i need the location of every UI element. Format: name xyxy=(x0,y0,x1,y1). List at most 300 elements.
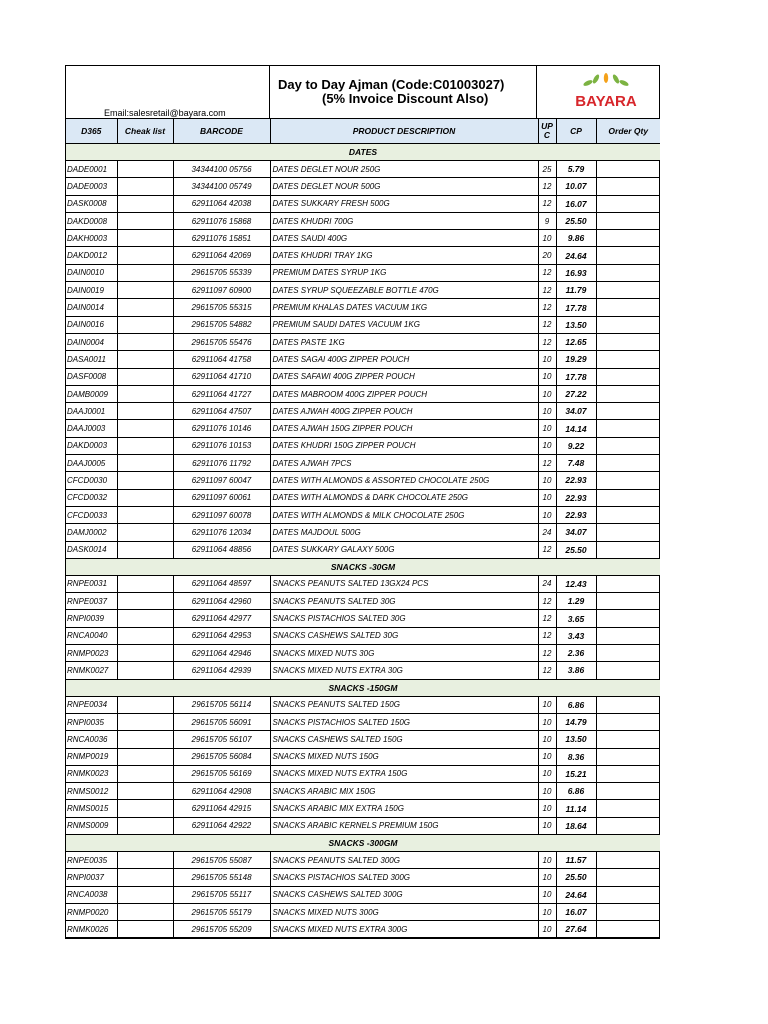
upc-count: 10 xyxy=(538,351,556,368)
checklist-cell[interactable] xyxy=(117,524,173,541)
barcode: 29615705 56107 xyxy=(173,731,270,748)
checklist-cell[interactable] xyxy=(117,696,173,713)
table-row xyxy=(66,420,660,437)
upc-count: 12 xyxy=(538,316,556,333)
upc-count: 10 xyxy=(538,903,556,920)
barcode: 29615705 54882 xyxy=(173,316,270,333)
d365-code: RNPI0037 xyxy=(66,869,117,886)
order-qty-cell[interactable] xyxy=(596,645,660,662)
cost-price: 16.07 xyxy=(556,195,596,212)
barcode: 29615705 56091 xyxy=(173,713,270,730)
cost-price: 27.22 xyxy=(556,385,596,402)
order-qty-cell[interactable] xyxy=(596,610,660,627)
upc-count: 12 xyxy=(538,195,556,212)
barcode: 34344100 05749 xyxy=(173,178,270,195)
d365-code: DADE0001 xyxy=(66,161,117,178)
product-description: DATES AJWAH 7PCS xyxy=(270,455,538,472)
cost-price: 9.86 xyxy=(556,230,596,247)
product-description: SNACKS CASHEWS SALTED 150G xyxy=(270,731,538,748)
product-description: SNACKS MIXED NUTS EXTRA 300G xyxy=(270,921,538,938)
upc-count: 10 xyxy=(538,437,556,454)
checklist-cell[interactable] xyxy=(117,575,173,592)
product-description: SNACKS MIXED NUTS EXTRA 30G xyxy=(270,662,538,679)
d365-code: DAAJ0001 xyxy=(66,403,117,420)
d365-code: CFCD0032 xyxy=(66,489,117,506)
cost-price: 22.93 xyxy=(556,472,596,489)
barcode: 62911064 42960 xyxy=(173,593,270,610)
checklist-cell[interactable] xyxy=(117,593,173,610)
checklist-cell[interactable] xyxy=(117,472,173,489)
upc-count: 10 xyxy=(538,713,556,730)
cost-price: 14.79 xyxy=(556,713,596,730)
upc-count: 12 xyxy=(538,593,556,610)
checklist-cell[interactable] xyxy=(117,800,173,817)
order-qty-cell[interactable] xyxy=(596,800,660,817)
section-title: SNACKS -300GM xyxy=(66,834,660,851)
d365-code: DAAJ0003 xyxy=(66,420,117,437)
table-row xyxy=(66,282,660,299)
sheet-header xyxy=(66,66,659,119)
product-description: PREMIUM DATES SYRUP 1KG xyxy=(270,264,538,281)
order-qty-cell[interactable] xyxy=(596,282,660,299)
order-qty-cell[interactable] xyxy=(596,264,660,281)
checklist-cell[interactable] xyxy=(117,765,173,782)
barcode: 29615705 55339 xyxy=(173,264,270,281)
table-row xyxy=(66,368,660,385)
cost-price: 25.50 xyxy=(556,869,596,886)
product-description: SNACKS PEANUTS SALTED 30G xyxy=(270,593,538,610)
cost-price: 16.93 xyxy=(556,264,596,281)
table-row xyxy=(66,351,660,368)
section-title: DATES xyxy=(66,144,660,161)
table-row xyxy=(66,247,660,264)
product-description: DATES SAGAI 400G ZIPPER POUCH xyxy=(270,351,538,368)
barcode: 62911064 42915 xyxy=(173,800,270,817)
upc-count: 10 xyxy=(538,886,556,903)
order-qty-cell[interactable] xyxy=(596,524,660,541)
cost-price: 10.07 xyxy=(556,178,596,195)
order-qty-cell[interactable] xyxy=(596,765,660,782)
checklist-cell[interactable] xyxy=(117,299,173,316)
product-description: PREMIUM SAUDI DATES VACUUM 1KG xyxy=(270,316,538,333)
order-qty-cell[interactable] xyxy=(596,593,660,610)
order-qty-cell[interactable] xyxy=(596,247,660,264)
checklist-cell[interactable] xyxy=(117,731,173,748)
order-qty-cell[interactable] xyxy=(596,333,660,350)
order-qty-cell[interactable] xyxy=(596,230,660,247)
product-description: SNACKS ARABIC MIX 150G xyxy=(270,783,538,800)
upc-count: 12 xyxy=(538,282,556,299)
barcode: 62911064 42946 xyxy=(173,645,270,662)
order-qty-cell[interactable] xyxy=(596,713,660,730)
product-description: DATES SAUDI 400G xyxy=(270,230,538,247)
upc-count: 12 xyxy=(538,264,556,281)
upc-count: 9 xyxy=(538,212,556,229)
cost-price: 24.64 xyxy=(556,886,596,903)
checklist-cell[interactable] xyxy=(117,282,173,299)
product-description: DATES KHUDRI 150G ZIPPER POUCH xyxy=(270,437,538,454)
product-description: SNACKS PISTACHIOS SALTED 150G xyxy=(270,713,538,730)
table-row xyxy=(66,195,660,212)
d365-code: DASF0008 xyxy=(66,368,117,385)
checklist-cell[interactable] xyxy=(117,264,173,281)
product-description: DATES PASTE 1KG xyxy=(270,333,538,350)
product-description: DATES SYRUP SQUEEZABLE BOTTLE 470G xyxy=(270,282,538,299)
d365-code: DAKD0012 xyxy=(66,247,117,264)
table-row xyxy=(66,645,660,662)
checklist-cell[interactable] xyxy=(117,645,173,662)
table-row xyxy=(66,748,660,765)
product-description: SNACKS CASHEWS SALTED 30G xyxy=(270,627,538,644)
order-qty-cell[interactable] xyxy=(596,178,660,195)
d365-code: RNMP0019 xyxy=(66,748,117,765)
table-row xyxy=(66,731,660,748)
table-row xyxy=(66,662,660,679)
barcode: 29615705 56084 xyxy=(173,748,270,765)
upc-count: 10 xyxy=(538,230,556,247)
order-qty-cell[interactable] xyxy=(596,627,660,644)
table-row xyxy=(66,886,660,903)
barcode: 29615705 55117 xyxy=(173,886,270,903)
upc-count: 10 xyxy=(538,506,556,523)
upc-count: 10 xyxy=(538,385,556,402)
upc-count: 10 xyxy=(538,403,556,420)
order-qty-cell[interactable] xyxy=(596,783,660,800)
upc-count: 12 xyxy=(538,333,556,350)
order-qty-cell[interactable] xyxy=(596,437,660,454)
upc-count: 12 xyxy=(538,541,556,558)
order-qty-cell[interactable] xyxy=(596,472,660,489)
checklist-cell[interactable] xyxy=(117,403,173,420)
d365-code: CFCD0033 xyxy=(66,506,117,523)
section-header-row xyxy=(66,144,660,161)
checklist-cell[interactable] xyxy=(117,212,173,229)
table-row xyxy=(66,851,660,868)
product-description: SNACKS PEANUTS SALTED 150G xyxy=(270,696,538,713)
table-row xyxy=(66,610,660,627)
order-qty-cell[interactable] xyxy=(596,161,660,178)
d365-code: RNMP0020 xyxy=(66,903,117,920)
barcode: 29615705 55476 xyxy=(173,333,270,350)
product-description: SNACKS MIXED NUTS 30G xyxy=(270,645,538,662)
barcode: 62911064 42922 xyxy=(173,817,270,834)
order-qty-cell[interactable] xyxy=(596,817,660,834)
cost-price: 18.64 xyxy=(556,817,596,834)
upc-count: 25 xyxy=(538,161,556,178)
table-row xyxy=(66,178,660,195)
product-table xyxy=(66,119,660,938)
product-description: SNACKS MIXED NUTS 300G xyxy=(270,903,538,920)
cost-price: 34.07 xyxy=(556,403,596,420)
barcode: 62911064 47507 xyxy=(173,403,270,420)
order-qty-cell[interactable] xyxy=(596,662,660,679)
cost-price: 1.29 xyxy=(556,593,596,610)
barcode: 62911076 10146 xyxy=(173,420,270,437)
product-description: DATES SAFAWI 400G ZIPPER POUCH xyxy=(270,368,538,385)
table-row xyxy=(66,212,660,229)
cost-price: 25.50 xyxy=(556,541,596,558)
barcode: 62911064 41758 xyxy=(173,351,270,368)
order-qty-cell[interactable] xyxy=(596,506,660,523)
table-row xyxy=(66,627,660,644)
cost-price: 11.57 xyxy=(556,851,596,868)
product-description: DATES WITH ALMONDS & DARK CHOCOLATE 250G xyxy=(270,489,538,506)
d365-code: DAIN0014 xyxy=(66,299,117,316)
order-qty-cell[interactable] xyxy=(596,921,660,938)
product-description: SNACKS MIXED NUTS 150G xyxy=(270,748,538,765)
order-qty-cell[interactable] xyxy=(596,403,660,420)
order-qty-cell[interactable] xyxy=(596,455,660,472)
upc-count: 10 xyxy=(538,869,556,886)
cost-price: 3.43 xyxy=(556,627,596,644)
barcode: 29615705 56114 xyxy=(173,696,270,713)
barcode: 29615705 55179 xyxy=(173,903,270,920)
barcode: 62911064 48597 xyxy=(173,575,270,592)
upc-count: 12 xyxy=(538,662,556,679)
d365-code: RNCA0038 xyxy=(66,886,117,903)
checklist-cell[interactable] xyxy=(117,627,173,644)
product-description: PREMIUM KHALAS DATES VACUUM 1KG xyxy=(270,299,538,316)
d365-code: DASK0008 xyxy=(66,195,117,212)
upc-count: 10 xyxy=(538,800,556,817)
product-description: SNACKS ARABIC KERNELS PREMIUM 150G xyxy=(270,817,538,834)
d365-code: DAIN0019 xyxy=(66,282,117,299)
table-row xyxy=(66,903,660,920)
product-description: SNACKS CASHEWS SALTED 300G xyxy=(270,886,538,903)
cost-price: 14.14 xyxy=(556,420,596,437)
col-header-checklist: Cheak list xyxy=(117,119,173,144)
barcode: 62911064 48856 xyxy=(173,541,270,558)
barcode: 62911064 42939 xyxy=(173,662,270,679)
d365-code: DASK0014 xyxy=(66,541,117,558)
title-box xyxy=(269,66,537,118)
section-header-row xyxy=(66,558,660,575)
bayara-logo xyxy=(566,73,646,113)
product-description: SNACKS MIXED NUTS EXTRA 150G xyxy=(270,765,538,782)
d365-code: RNMK0027 xyxy=(66,662,117,679)
order-qty-cell[interactable] xyxy=(596,903,660,920)
upc-count: 10 xyxy=(538,420,556,437)
checklist-cell[interactable] xyxy=(117,161,173,178)
checklist-cell[interactable] xyxy=(117,713,173,730)
product-description: DATES KHUDRI TRAY 1KG xyxy=(270,247,538,264)
table-row xyxy=(66,230,660,247)
upc-count: 10 xyxy=(538,368,556,385)
checklist-cell[interactable] xyxy=(117,541,173,558)
order-qty-cell[interactable] xyxy=(596,351,660,368)
table-row xyxy=(66,333,660,350)
logo-text: BAYARA xyxy=(575,93,637,110)
product-description: SNACKS PISTACHIOS SALTED 30G xyxy=(270,610,538,627)
cost-price: 15.21 xyxy=(556,765,596,782)
product-description: DATES AJWAH 400G ZIPPER POUCH xyxy=(270,403,538,420)
section-header-row xyxy=(66,834,660,851)
checklist-cell[interactable] xyxy=(117,351,173,368)
table-row xyxy=(66,575,660,592)
checklist-cell[interactable] xyxy=(117,817,173,834)
order-qty-cell[interactable] xyxy=(596,886,660,903)
cost-price: 13.50 xyxy=(556,731,596,748)
barcode: 62911076 12034 xyxy=(173,524,270,541)
product-description: DATES WITH ALMONDS & MILK CHOCOLATE 250G xyxy=(270,506,538,523)
d365-code: RNPE0034 xyxy=(66,696,117,713)
section-title: SNACKS -30GM xyxy=(66,558,660,575)
barcode: 29615705 55087 xyxy=(173,851,270,868)
d365-code: DAKD0003 xyxy=(66,437,117,454)
barcode: 62911064 42908 xyxy=(173,783,270,800)
table-row xyxy=(66,765,660,782)
table-row xyxy=(66,403,660,420)
cost-price: 19.29 xyxy=(556,351,596,368)
upc-count: 20 xyxy=(538,247,556,264)
product-description: SNACKS ARABIC MIX EXTRA 150G xyxy=(270,800,538,817)
cost-price: 17.78 xyxy=(556,368,596,385)
upc-count: 12 xyxy=(538,455,556,472)
upc-count: 10 xyxy=(538,783,556,800)
checklist-cell[interactable] xyxy=(117,316,173,333)
checklist-cell[interactable] xyxy=(117,230,173,247)
checklist-cell[interactable] xyxy=(117,662,173,679)
checklist-cell[interactable] xyxy=(117,851,173,868)
upc-count: 24 xyxy=(538,575,556,592)
cost-price: 9.22 xyxy=(556,437,596,454)
checklist-cell[interactable] xyxy=(117,247,173,264)
cost-price: 11.79 xyxy=(556,282,596,299)
product-description: SNACKS PEANUTS SALTED 300G xyxy=(270,851,538,868)
upc-count: 10 xyxy=(538,765,556,782)
d365-code: RNCA0040 xyxy=(66,627,117,644)
cost-price: 11.14 xyxy=(556,800,596,817)
upc-count: 10 xyxy=(538,696,556,713)
checklist-cell[interactable] xyxy=(117,610,173,627)
order-qty-cell[interactable] xyxy=(596,696,660,713)
col-header-barcode: BARCODE xyxy=(173,119,270,144)
upc-count: 10 xyxy=(538,472,556,489)
order-qty-cell[interactable] xyxy=(596,541,660,558)
d365-code: RNPE0031 xyxy=(66,575,117,592)
checklist-cell[interactable] xyxy=(117,489,173,506)
order-qty-cell[interactable] xyxy=(596,368,660,385)
table-row xyxy=(66,524,660,541)
table-row xyxy=(66,299,660,316)
order-qty-cell[interactable] xyxy=(596,731,660,748)
col-header-order-qty: Order Qty xyxy=(596,119,660,144)
product-description: DATES MAJDOUL 500G xyxy=(270,524,538,541)
d365-code: RNMK0023 xyxy=(66,765,117,782)
product-description: DATES WITH ALMONDS & ASSORTED CHOCOLATE 250G xyxy=(270,472,538,489)
checklist-cell[interactable] xyxy=(117,368,173,385)
order-qty-cell[interactable] xyxy=(596,869,660,886)
table-row xyxy=(66,541,660,558)
table-row xyxy=(66,472,660,489)
order-qty-cell[interactable] xyxy=(596,385,660,402)
checklist-cell[interactable] xyxy=(117,506,173,523)
barcode: 34344100 05756 xyxy=(173,161,270,178)
barcode: 62911064 42069 xyxy=(173,247,270,264)
upc-count: 10 xyxy=(538,748,556,765)
d365-code: RNMK0026 xyxy=(66,921,117,938)
checklist-cell[interactable] xyxy=(117,886,173,903)
checklist-cell[interactable] xyxy=(117,437,173,454)
barcode: 62911076 10153 xyxy=(173,437,270,454)
table-header-row xyxy=(66,119,660,144)
order-qty-cell[interactable] xyxy=(596,748,660,765)
order-qty-cell[interactable] xyxy=(596,316,660,333)
checklist-cell[interactable] xyxy=(117,748,173,765)
order-qty-cell[interactable] xyxy=(596,420,660,437)
checklist-cell[interactable] xyxy=(117,869,173,886)
upc-count: 10 xyxy=(538,731,556,748)
product-description: SNACKS PEANUTS SALTED 13GX24 PCS xyxy=(270,575,538,592)
upc-count: 10 xyxy=(538,921,556,938)
table-row xyxy=(66,161,660,178)
cost-price: 34.07 xyxy=(556,524,596,541)
table-row xyxy=(66,800,660,817)
product-description: DATES KHUDRI 700G xyxy=(270,212,538,229)
order-qty-cell[interactable] xyxy=(596,575,660,592)
barcode: 62911064 42977 xyxy=(173,610,270,627)
checklist-cell[interactable] xyxy=(117,195,173,212)
cost-price: 17.78 xyxy=(556,299,596,316)
checklist-cell[interactable] xyxy=(117,903,173,920)
order-qty-cell[interactable] xyxy=(596,299,660,316)
barcode: 62911097 60078 xyxy=(173,506,270,523)
upc-count: 24 xyxy=(538,524,556,541)
col-header-cp: CP xyxy=(556,119,596,144)
d365-code: RNPI0035 xyxy=(66,713,117,730)
checklist-cell[interactable] xyxy=(117,783,173,800)
product-description: SNACKS PISTACHIOS SALTED 300G xyxy=(270,869,538,886)
section-title: SNACKS -150GM xyxy=(66,679,660,696)
checklist-cell[interactable] xyxy=(117,455,173,472)
order-qty-cell[interactable] xyxy=(596,195,660,212)
barcode: 62911076 15868 xyxy=(173,212,270,229)
checklist-cell[interactable] xyxy=(117,333,173,350)
d365-code: RNMS0009 xyxy=(66,817,117,834)
product-description: DATES MABROOM 400G ZIPPER POUCH xyxy=(270,385,538,402)
barcode: 62911076 11792 xyxy=(173,455,270,472)
cost-price: 2.36 xyxy=(556,645,596,662)
barcode: 29615705 55148 xyxy=(173,869,270,886)
table-row xyxy=(66,817,660,834)
cost-price: 3.86 xyxy=(556,662,596,679)
col-header-upc: UP C xyxy=(538,119,556,144)
barcode: 62911097 60900 xyxy=(173,282,270,299)
order-qty-cell[interactable] xyxy=(596,489,660,506)
product-description: DATES SUKKARY FRESH 500G xyxy=(270,195,538,212)
table-row xyxy=(66,264,660,281)
cost-price: 3.65 xyxy=(556,610,596,627)
upc-count: 12 xyxy=(538,178,556,195)
table-row xyxy=(66,921,660,938)
cost-price: 27.64 xyxy=(556,921,596,938)
order-sheet xyxy=(65,65,660,939)
d365-code: DAMB0009 xyxy=(66,385,117,402)
d365-code: DAAJ0005 xyxy=(66,455,117,472)
d365-code: DAIN0004 xyxy=(66,333,117,350)
table-row xyxy=(66,316,660,333)
product-description: DATES DEGLET NOUR 250G xyxy=(270,161,538,178)
table-row xyxy=(66,385,660,402)
checklist-cell[interactable] xyxy=(117,385,173,402)
checklist-cell[interactable] xyxy=(117,178,173,195)
d365-code: RNCA0036 xyxy=(66,731,117,748)
order-qty-cell[interactable] xyxy=(596,212,660,229)
checklist-cell[interactable] xyxy=(117,921,173,938)
order-qty-cell[interactable] xyxy=(596,851,660,868)
logo-leaves-icon xyxy=(583,73,630,87)
checklist-cell[interactable] xyxy=(117,420,173,437)
